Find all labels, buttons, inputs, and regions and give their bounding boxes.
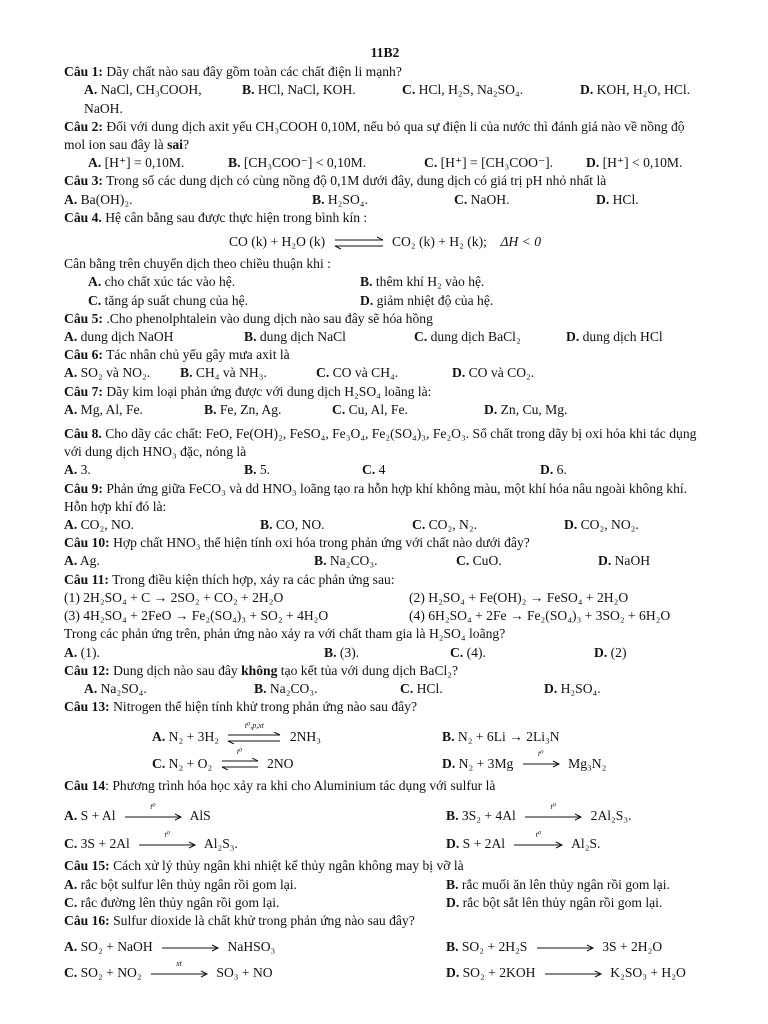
- question-label: Câu 2:: [64, 118, 103, 134]
- options-13: [64, 721, 706, 772]
- option-a[interactable]: A. (1).: [64, 644, 100, 660]
- question-16: [64, 912, 706, 930]
- question-text: Dung dịch nào sau đây: [113, 662, 238, 678]
- options-9: [64, 516, 706, 534]
- options-1: [64, 81, 706, 117]
- arrow-icon: [521, 749, 561, 768]
- option-letter: A.: [88, 155, 102, 171]
- reversible-arrow-icon: [220, 747, 260, 770]
- option-c[interactable]: C. (4).: [450, 644, 486, 660]
- option-b[interactable]: [446, 938, 706, 956]
- products: 2NH₃: [289, 729, 321, 745]
- options-16: [64, 938, 706, 982]
- option-letter: B.: [312, 191, 325, 207]
- option-b[interactable]: B. HCl, NaCl, KOH.: [242, 82, 356, 98]
- option-d[interactable]: D. NaOH: [598, 553, 651, 569]
- option-c[interactable]: C. [H⁺] = [CH₃COO⁻].: [424, 155, 554, 171]
- option-d[interactable]: D. (2): [594, 644, 627, 660]
- option-letter: D.: [446, 894, 460, 910]
- equilibrium-arrow-icon: [333, 236, 385, 250]
- question-text: Đối với dung dịch axit yếu CH₃COOH 0,10M, nếu bỏ qua sự điện li của nước thì đánh giá nào về nồng độ mol ion sau đây là: [64, 118, 685, 153]
- question-4-sub: Cân bằng trên chuyển dịch theo chiều thuận khi :: [64, 256, 331, 272]
- options-5: [64, 328, 706, 346]
- option-letter: A.: [64, 517, 78, 533]
- products: SO₃ + NO: [216, 965, 273, 981]
- option-letter: C.: [152, 755, 166, 771]
- option-a[interactable]: A. Na₂SO₄.: [84, 680, 147, 696]
- reaction-condition: xt: [176, 959, 182, 969]
- reactants: SO₂ + NaOH: [80, 939, 153, 955]
- question-text: Cách xử lý thủy ngân khi nhiệt kế thủy ngân không may bị vỡ là: [113, 858, 464, 874]
- question-end: ?: [182, 137, 189, 153]
- option-a[interactable]: A. NaCl, CH₃COOH, NaOH.: [84, 82, 202, 116]
- option-b[interactable]: B. CO, NO.: [260, 517, 325, 533]
- option-b[interactable]: B. dung dịch NaCl: [244, 329, 346, 345]
- options-3: [64, 191, 706, 209]
- question-text: Hợp chất HNO₃ thể hiện tính oxi hóa trong phản ứng với chất nào dưới đây?: [113, 535, 530, 551]
- products: NaHSO₃: [227, 939, 276, 955]
- option-letter: C.: [400, 680, 414, 696]
- option-c[interactable]: C. tăng áp suất chung của hệ.: [88, 292, 249, 308]
- option-letter: D.: [446, 836, 460, 852]
- question-text: Trong điều kiện thích hợp, xảy ra các phản ứng sau:: [112, 571, 395, 587]
- page-title: 11B2: [370, 45, 400, 60]
- reactants: SO₂ + 2H₂S: [461, 939, 528, 955]
- option-b[interactable]: B. 5.: [244, 462, 271, 478]
- products: 2NO: [267, 755, 294, 771]
- question-text: Dãy chất nào sau đây gồm toàn các chất điện li mạnh?: [106, 64, 402, 80]
- option-c[interactable]: C. dung dịch BaCl₂: [414, 329, 521, 345]
- option-letter: C.: [454, 191, 468, 207]
- options-6: [64, 364, 706, 382]
- option-a[interactable]: [152, 721, 442, 746]
- question-text: Sulfur dioxide là chất khử trong phản ứng nào sau đây?: [113, 912, 415, 928]
- option-d[interactable]: D. dung dịch HCl: [566, 329, 663, 345]
- option-c[interactable]: C. HCl.: [400, 680, 443, 696]
- question-15: [64, 857, 706, 875]
- products: K₂SO₃ + H₂O: [610, 965, 686, 981]
- option-letter: C.: [64, 894, 78, 910]
- question-label: Câu 12:: [64, 662, 110, 678]
- question-10: [64, 534, 706, 552]
- option-letter: C.: [316, 365, 330, 381]
- reaction-3: (3) 4H₂SO₄ + 2FeO → Fe₂(SO₄)₃ + SO₂ + 4H₂O: [64, 608, 329, 624]
- option-letter: A.: [84, 82, 98, 98]
- options-14: [64, 801, 706, 853]
- question-label: Câu 5:: [64, 310, 103, 326]
- option-letter: B.: [244, 462, 257, 478]
- question-label: Câu 8.: [64, 426, 102, 442]
- option-d[interactable]: D. 6.: [540, 462, 567, 478]
- reactants: 3S + 2Al: [80, 836, 130, 852]
- option-b[interactable]: B. Na₂CO₃.: [314, 553, 378, 569]
- option-letter: C.: [88, 292, 102, 308]
- arrow-icon: [149, 959, 209, 978]
- question-label: Câu 6:: [64, 347, 103, 363]
- option-letter: D.: [360, 292, 374, 308]
- arrow-icon: [535, 944, 595, 952]
- option-letter: D.: [484, 401, 498, 417]
- reaction-condition: t⁰: [535, 830, 542, 839]
- question-label: Câu 7:: [64, 383, 103, 399]
- option-d[interactable]: D. CO và CO₂.: [452, 365, 535, 381]
- options-15: [64, 876, 706, 912]
- question-5: [64, 310, 706, 328]
- question-label: Câu 4.: [64, 209, 102, 225]
- option-letter: C.: [414, 329, 428, 345]
- reaction-1: (1) 2H₂SO₄ + C → 2SO₂ + CO₂ + 2H₂O: [64, 589, 284, 605]
- option-c[interactable]: C. CuO.: [456, 553, 502, 569]
- question-text: Tác nhân chủ yếu gây mưa axit là: [106, 347, 290, 363]
- question-text: Phản ứng giữa FeCO₃ và dd HNO₃ loãng tạo ra hỗn hợp khí không màu, một khí hóa nâu ngoài không khí. Hỗn hợp khí đó là:: [64, 480, 688, 514]
- option-b[interactable]: B. (3).: [324, 644, 360, 660]
- option-a[interactable]: [64, 938, 446, 956]
- eq-left: CO (k) + H₂O (k): [228, 234, 326, 250]
- option-a[interactable]: A. Mg, Al, Fe.: [64, 401, 143, 417]
- option-letter: B.: [180, 365, 193, 381]
- option-letter: B.: [324, 644, 337, 660]
- question-12: [64, 662, 706, 680]
- question-label: Câu 16:: [64, 912, 110, 928]
- option-d[interactable]: D. KOH, H₂O, HCl.: [580, 82, 691, 98]
- option-a[interactable]: A. Ag.: [64, 553, 100, 569]
- option-c[interactable]: C. 4: [362, 462, 386, 478]
- option-letter: B.: [442, 729, 455, 745]
- question-14: [64, 777, 706, 795]
- question-13: [64, 698, 706, 716]
- question-text: Trong số các dung dịch có cùng nồng độ 0,1M dưới đây, dung dịch có giá trị pH nhỏ nhất là: [106, 173, 607, 189]
- option-letter: A.: [64, 876, 78, 892]
- question-3: [64, 172, 706, 190]
- products: Mg₃N₂: [568, 755, 607, 771]
- options-12: [64, 680, 706, 698]
- arrow-icon: [523, 801, 583, 821]
- option-letter: A.: [84, 680, 98, 696]
- options-10: [64, 552, 706, 570]
- option-letter: D.: [580, 82, 594, 98]
- option-c[interactable]: C. CO₂, N₂.: [412, 517, 477, 533]
- reaction-list: [64, 589, 706, 625]
- options-2: [64, 154, 706, 172]
- reaction-condition: t⁰: [550, 801, 556, 811]
- option-a[interactable]: A. Ba(OH)₂.: [64, 191, 133, 207]
- option-d[interactable]: [446, 830, 706, 853]
- option-letter: D.: [452, 365, 466, 381]
- option-d[interactable]: D. H₂SO₄.: [544, 680, 601, 696]
- option-a[interactable]: A. 3.: [64, 462, 91, 478]
- reactants: S + Al: [80, 807, 116, 823]
- option-letter: D.: [596, 191, 610, 207]
- question-label: Câu 1:: [64, 64, 103, 80]
- option-d[interactable]: D. rắc bột sắt lên thủy ngân rồi gom lại.: [446, 894, 663, 910]
- products: 3S + 2H₂O: [602, 939, 663, 955]
- option-d[interactable]: D. [H⁺] < 0,10M.: [586, 155, 683, 171]
- option-letter: B.: [446, 939, 459, 955]
- option-letter: A.: [64, 365, 78, 381]
- question-label: Câu 9:: [64, 480, 103, 496]
- option-letter: C.: [450, 644, 464, 660]
- question-label: Câu 11:: [64, 571, 109, 587]
- question-emphasis: không: [241, 662, 278, 678]
- option-letter: C.: [362, 462, 376, 478]
- reaction-2: (2) H₂SO₄ + Fe(OH)₂ → FeSO₄ + 2H₂O: [409, 589, 629, 605]
- products: 2Al₂S₃.: [590, 807, 632, 823]
- question-text-end: tạo kết tủa với dung dịch BaCl₂?: [280, 662, 459, 678]
- option-letter: A.: [88, 274, 102, 290]
- question-11: [64, 571, 706, 589]
- option-letter: A.: [64, 553, 78, 569]
- question-1: [64, 63, 706, 81]
- enthalpy-label: ΔH < 0: [500, 234, 542, 250]
- option-letter: C.: [402, 82, 416, 98]
- option-d[interactable]: [446, 964, 706, 982]
- arrow-icon: [123, 801, 183, 821]
- reactants: N₂ + 3H₂: [168, 729, 219, 745]
- option-d[interactable]: D. HCl.: [596, 191, 639, 207]
- reactants: S + 2Al: [462, 836, 506, 852]
- option-b[interactable]: [446, 801, 706, 825]
- option-letter: D.: [544, 680, 558, 696]
- option-letter: C.: [424, 155, 438, 171]
- option-c[interactable]: [64, 959, 446, 982]
- option-c[interactable]: [64, 830, 446, 853]
- option-letter: C.: [456, 553, 470, 569]
- question-text: Hệ cân bằng sau được thực hiện trong bình kín :: [105, 209, 368, 225]
- reactants: SO₂ + 2KOH: [462, 965, 536, 981]
- option-letter: B.: [204, 401, 217, 417]
- option-letter: D.: [594, 644, 608, 660]
- option-letter: D.: [442, 755, 456, 771]
- option-d[interactable]: [442, 749, 706, 773]
- reaction-condition: t⁰,p,xt: [244, 721, 264, 731]
- option-letter: B.: [446, 876, 459, 892]
- option-a[interactable]: A. SO₂ và NO₂.: [64, 365, 151, 381]
- reactants: N₂ + O₂: [168, 755, 213, 771]
- option-letter: B.: [314, 553, 327, 569]
- option-c[interactable]: C. rắc đường lên thủy ngân rồi gom lại.: [64, 894, 280, 910]
- options-8: [64, 461, 706, 479]
- option-letter: B.: [254, 680, 267, 696]
- option-letter: B.: [244, 329, 257, 345]
- option-letter: A.: [64, 644, 78, 660]
- option-letter: A.: [64, 462, 78, 478]
- option-letter: A.: [64, 329, 78, 345]
- option-b[interactable]: B. Fe, Zn, Ag.: [204, 401, 282, 417]
- option-d[interactable]: D. CO₂, NO₂.: [564, 517, 639, 533]
- option-letter: A.: [64, 807, 78, 823]
- option-b[interactable]: B. Na₂CO₃.: [254, 680, 318, 696]
- question-text: Cho dãy các chất: FeO, Fe(OH)₂, FeSO₄, Fe₃O₄, Fe₂(SO₄)₃, Fe₂O₃. Số chất trong dãy bị oxi hóa khi tác dụng với dung dịch HNO₃ đặc, nóng là: [64, 426, 697, 460]
- question-text: : Phương trình hóa học xảy ra khi cho Aluminium tác dụng với sulfur là: [105, 777, 496, 793]
- arrow-icon: [160, 944, 220, 952]
- option-letter: C.: [412, 517, 426, 533]
- question-4: [64, 209, 706, 227]
- option-letter: B.: [260, 517, 273, 533]
- option-a[interactable]: A. [H⁺] = 0,10M.: [88, 155, 185, 171]
- option-b[interactable]: B. rắc muối ăn lên thủy ngân rồi gom lại.: [446, 876, 670, 892]
- eq-right: CO₂ (k) + H₂ (k);: [391, 234, 487, 250]
- option-d[interactable]: D. giảm nhiệt độ của hệ.: [360, 292, 494, 308]
- option-letter: B.: [228, 155, 241, 171]
- reaction-condition: t⁰: [236, 747, 243, 757]
- arrow-icon: [512, 830, 564, 849]
- option-b[interactable]: B. H₂SO₄.: [312, 191, 368, 207]
- option-letter: D.: [586, 155, 600, 171]
- reactants: N₂ + 3Mg: [458, 755, 514, 771]
- question-8: [64, 425, 706, 461]
- options-4: [64, 273, 706, 309]
- option-letter: A.: [64, 401, 78, 417]
- option-letter: A.: [64, 191, 78, 207]
- reversible-arrow-icon: [226, 721, 282, 744]
- question-text: Dãy kim loại phản ứng được với dung dịch H₂SO₄ loãng là:: [106, 383, 432, 399]
- question-text: .Cho phenolphtalein vào dung dịch nào sau đây sẽ hóa hồng: [106, 310, 433, 326]
- option-letter: C.: [64, 965, 78, 981]
- question-text: Nitrogen thể hiện tính khử trong phản ứng nào sau đây?: [113, 699, 418, 715]
- reaction: N₂ + 6Li → 2Li₃N: [457, 729, 560, 745]
- question-label: Câu 14: [64, 777, 106, 793]
- option-a[interactable]: A. CO₂, NO.: [64, 517, 135, 533]
- option-a[interactable]: A. cho chất xúc tác vào hệ.: [88, 274, 236, 290]
- option-letter: B.: [360, 274, 373, 290]
- question-emphasis: sai: [167, 137, 183, 153]
- option-d[interactable]: D. Zn, Cu, Mg.: [484, 401, 568, 417]
- option-a[interactable]: [64, 801, 446, 825]
- arrow-icon: [543, 970, 603, 978]
- option-letter: A.: [64, 939, 78, 955]
- option-c[interactable]: C. CO và CH₄.: [316, 365, 399, 381]
- option-letter: A.: [152, 729, 166, 745]
- reaction-condition: t⁰: [538, 749, 544, 759]
- question-label: Câu 15:: [64, 858, 110, 874]
- arrow-icon: [137, 830, 197, 849]
- option-b[interactable]: B. [CH₃COO⁻] < 0,10M.: [228, 155, 367, 171]
- option-a[interactable]: A. rắc bột sulfur lên thủy ngân rồi gom lại.: [64, 876, 297, 892]
- products: AlS: [189, 807, 211, 823]
- reaction-condition: t⁰: [164, 830, 170, 839]
- option-letter: C.: [332, 401, 346, 417]
- option-c[interactable]: C. NaOH.: [454, 191, 510, 207]
- reactants: SO₂ + NO₂: [80, 965, 142, 981]
- options-7: [64, 401, 706, 419]
- products: Al₂S₃.: [203, 836, 238, 852]
- option-b[interactable]: B. thêm khí H₂ vào hệ.: [360, 274, 485, 290]
- options-11: [64, 644, 706, 662]
- option-b[interactable]: B. CH₄ và NH₃.: [180, 365, 267, 381]
- question-11-sub: Trong các phản ứng trên, phản ứng nào xảy ra với chất tham gia là H₂SO₄ loãng?: [64, 626, 506, 642]
- option-letter: B.: [446, 807, 459, 823]
- question-label: Câu 10:: [64, 535, 110, 551]
- option-letter: D.: [564, 517, 578, 533]
- option-a[interactable]: A. dung dịch NaOH: [64, 329, 174, 345]
- question-9: [64, 480, 706, 516]
- reaction-condition: t⁰: [150, 801, 156, 811]
- equilibrium-equation: [64, 233, 706, 251]
- option-c[interactable]: C. Cu, Al, Fe.: [332, 401, 408, 417]
- question-label: Câu 3:: [64, 173, 103, 189]
- option-letter: D.: [540, 462, 554, 478]
- option-letter: C.: [64, 836, 78, 852]
- option-c[interactable]: C. HCl, H₂S, Na₂SO₄.: [402, 82, 524, 98]
- question-label: Câu 13:: [64, 699, 110, 715]
- question-6: [64, 346, 706, 364]
- option-letter: B.: [242, 82, 255, 98]
- question-2: [64, 118, 706, 154]
- option-b[interactable]: [442, 728, 706, 746]
- option-c[interactable]: [152, 747, 442, 773]
- reaction-4: (4) 6H₂SO₄ + 2Fe → Fe₂(SO₄)₃ + 3SO₂ + 6H₂O: [409, 608, 671, 624]
- products: Al₂S.: [571, 836, 601, 852]
- option-letter: D.: [566, 329, 580, 345]
- reactants: 3S₂ + 4Al: [461, 807, 516, 823]
- option-letter: D.: [598, 553, 612, 569]
- question-7: [64, 383, 706, 401]
- option-letter: D.: [446, 965, 460, 981]
